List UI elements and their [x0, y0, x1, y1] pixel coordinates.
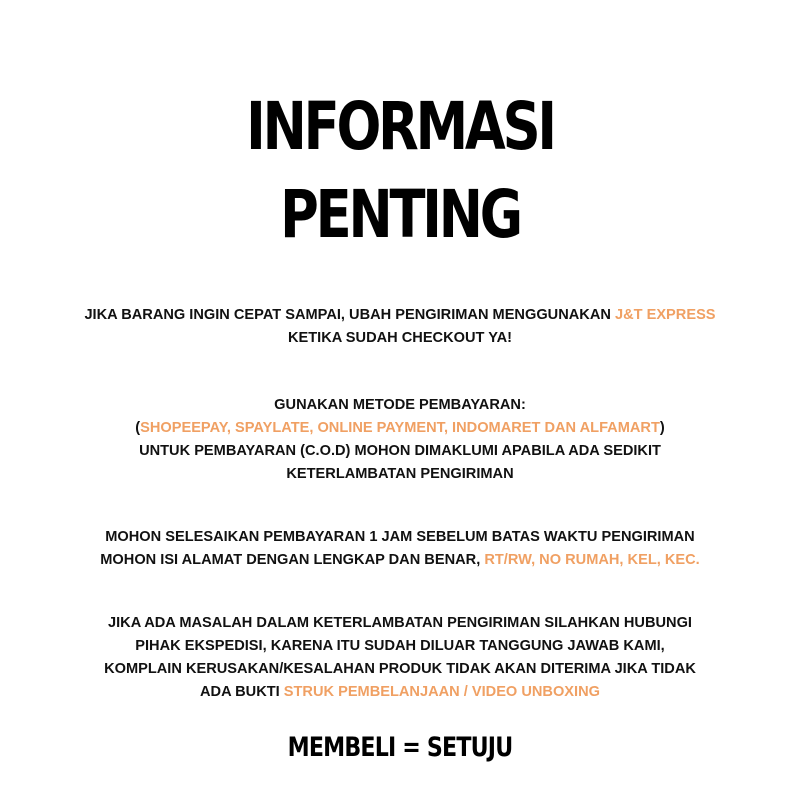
- address-line-1: MOHON SELESAIKAN PEMBAYARAN 1 JAM SEBELUM BATAS WAKTU PENGIRIMAN: [105, 529, 695, 545]
- address-line-2-text: MOHON ISI ALAMAT DENGAN LENGKAP DAN BENAR,: [100, 552, 485, 568]
- disclaimer-line-1: JIKA ADA MASALAH DALAM KETERLAMBATAN PENGIRIMAN SILAHKAN HUBUNGI: [108, 615, 692, 631]
- payment-line-1: GUNAKAN METODE PEMBAYARAN:: [274, 397, 526, 413]
- payment-open-paren: (: [135, 420, 141, 436]
- payment-notice: [0, 394, 800, 486]
- payment-line-3: UNTUK PEMBAYARAN (C.O.D) MOHON DIMAKLUMI APABILA ADA SEDIKIT: [139, 443, 661, 459]
- shipping-notice: [0, 304, 800, 350]
- payment-line-4: KETERLAMBATAN PENGIRIMAN: [286, 466, 514, 482]
- disclaimer-line-4: [0, 681, 800, 704]
- shipping-line-2: KETIKA SUDAH CHECKOUT YA!: [287, 330, 513, 346]
- shipping-line-1-text: JIKA BARANG INGIN CEPAT SAMPAI, UBAH PENGIRIMAN MENGGUNAKAN: [84, 307, 615, 323]
- courier-highlight: J&T EXPRESS: [614, 307, 716, 323]
- shipping-line-1: [0, 304, 800, 327]
- disclaimer-line-4-text: ADA BUKTI: [199, 684, 284, 700]
- proof-highlight: STRUK PEMBELANJAAN / VIDEO UNBOXING: [283, 684, 600, 700]
- address-line-2: [0, 549, 800, 572]
- payment-close-paren: ): [659, 420, 665, 436]
- payment-line-2: [0, 417, 800, 440]
- disclaimer-notice: [0, 612, 800, 704]
- heading-line-2: PENTING: [280, 176, 520, 253]
- agreement-footer: MEMBELI = SETUJU: [287, 732, 513, 763]
- disclaimer-line-2: PIHAK EKSPEDISI, KARENA ITU SUDAH DILUAR TANGGUNG JAWAB KAMI,: [135, 638, 665, 654]
- address-notice: [0, 526, 800, 572]
- heading-line-1: INFORMASI: [246, 88, 554, 165]
- address-details-highlight: RT/RW, NO RUMAH, KEL, KEC.: [484, 552, 700, 568]
- payment-methods-highlight: SHOPEEPAY, SPAYLATE, ONLINE PAYMENT, INDOMARET DAN ALFAMART: [140, 420, 660, 436]
- disclaimer-line-3: KOMPLAIN KERUSAKAN/KESALAHAN PRODUK TIDAK AKAN DITERIMA JIKA TIDAK: [104, 661, 696, 677]
